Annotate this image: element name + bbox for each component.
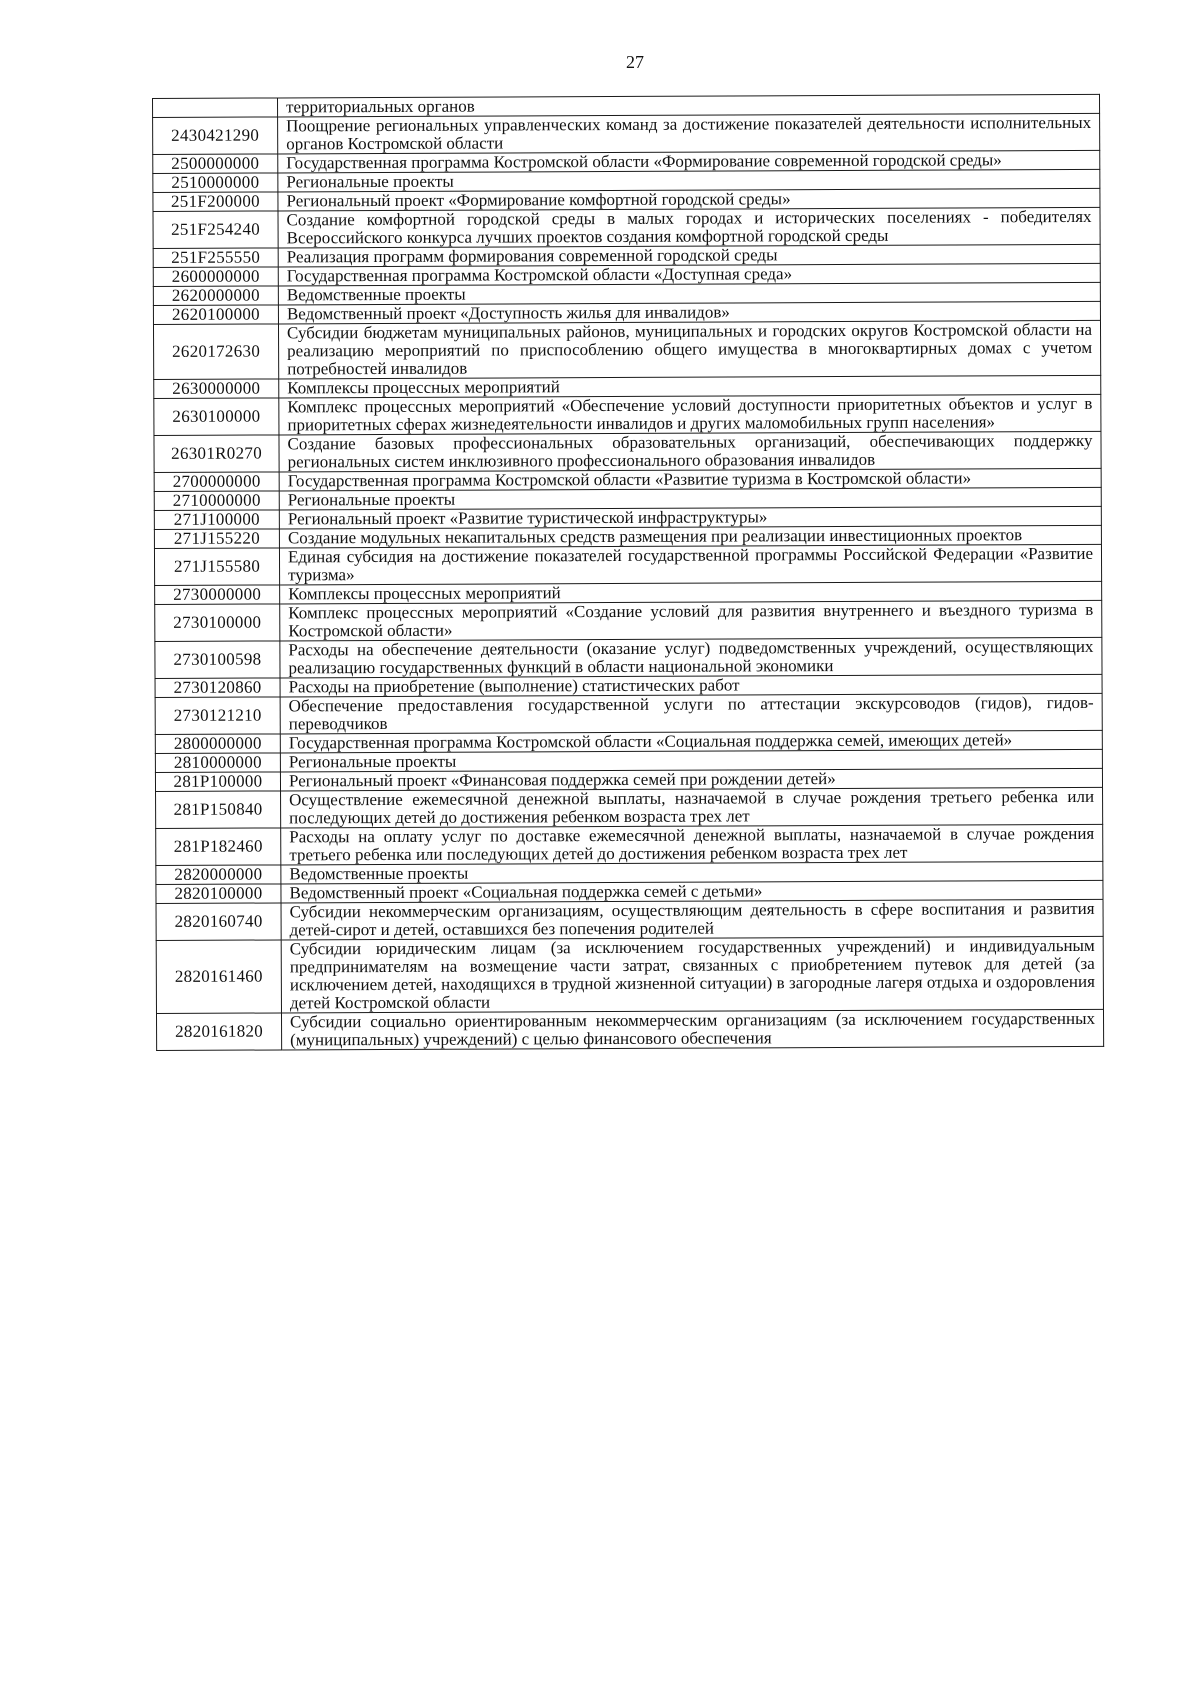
item-description: Поощрение региональных управленческих команд за достижение показателей деятельности исполнительных органов Костромской области <box>278 113 1100 154</box>
item-description: Реализация программ формирования современной городской среды <box>278 244 1100 267</box>
classification-code: 271J155220 <box>154 529 279 549</box>
classification-code: 2820100000 <box>156 884 281 904</box>
item-description: Расходы на приобретение (выполнение) статистических работ <box>280 674 1102 697</box>
classification-code: 2820000000 <box>156 865 281 885</box>
classification-code: 251F255550 <box>153 248 278 268</box>
classification-code: 2820160740 <box>156 903 281 941</box>
item-description: Комплекс процессных мероприятий «Обеспечение условий доступности приоритетных объектов и услуг в приоритетных сферах жизнедеятельности инвалидов и других маломобильных групп населения» <box>279 394 1101 435</box>
item-description: Региональные проекты <box>279 487 1101 510</box>
item-description: Региональный проект «Формирование комфортной городской среды» <box>278 188 1100 211</box>
classification-code: 2430421290 <box>153 117 278 155</box>
table-row <box>155 693 1102 734</box>
item-description: Государственная программа Костромской области «Социальная поддержка семей, имеющих детей» <box>280 730 1102 753</box>
table-row <box>156 899 1103 940</box>
item-description: Региональные проекты <box>280 749 1102 772</box>
classification-code: 2600000000 <box>153 267 278 287</box>
item-description: Региональный проект «Финансовая поддержка семей при рождении детей» <box>280 768 1102 791</box>
classification-code: 2730121210 <box>155 697 280 735</box>
table-row <box>154 394 1101 435</box>
item-description: Обеспечение предоставления государственной услуги по аттестации экскурсоводов (гидов), гидов-переводчиков <box>280 693 1102 734</box>
classification-code: 2620100000 <box>153 305 278 325</box>
table-row <box>153 113 1100 154</box>
classification-code: 2730000000 <box>155 585 280 605</box>
item-description: Создание базовых профессиональных образовательных организаций, обеспечивающих поддержку региональных систем инклюзивного профессионального образования инвалидов <box>279 431 1101 472</box>
classification-code: 26301R0270 <box>154 435 279 473</box>
classification-code: 2820161820 <box>156 1013 281 1051</box>
page-number: 27 <box>626 52 644 72</box>
table-row <box>153 207 1100 248</box>
classification-code: 271J100000 <box>154 510 279 530</box>
classification-code: 2730120860 <box>155 678 280 698</box>
classification-code <box>153 98 278 118</box>
classification-code: 281P150840 <box>156 791 281 829</box>
classification-code: 2730100598 <box>155 641 280 679</box>
item-description: Создание модульных некапитальных средств размещения при реализации инвестиционных проектов <box>279 525 1101 548</box>
table-row <box>156 1009 1103 1050</box>
budget-code-table <box>152 94 1104 1051</box>
classification-code: 2510000000 <box>153 173 278 193</box>
item-description: Государственная программа Костромской области «Доступная среда» <box>278 263 1100 286</box>
item-description: Государственная программа Костромской области «Формирование современной городской среды» <box>278 150 1100 173</box>
classification-code: 2710000000 <box>154 491 279 511</box>
table-row <box>156 936 1103 1013</box>
item-description: Ведомственные проекты <box>278 282 1100 305</box>
classification-code: 2730100000 <box>155 604 280 642</box>
item-description: Субсидии социально ориентированным некоммерческим организациям (за исключением государственных (муниципальных) учреждений) с целью финансового обеспечения <box>281 1009 1103 1050</box>
item-description: Субсидии некоммерческим организациям, осуществляющим деятельность в сфере воспитания и развития детей-сирот и детей, оставшихся без попечения родителей <box>281 899 1103 940</box>
classification-code: 2700000000 <box>154 472 279 492</box>
item-description: территориальных органов <box>278 94 1100 117</box>
classification-code: 2820161460 <box>156 940 281 1014</box>
table-row <box>153 320 1100 379</box>
classification-code: 281P182460 <box>156 828 281 866</box>
item-description: Расходы на оплату услуг по доставке ежемесячной денежной выплаты, назначаемой в случае рождения третьего ребенка или последующих детей до достижения ребенком возраста трех лет <box>281 824 1103 865</box>
item-description: Единая субсидия на достижение показателей государственной программы Российской Федерации «Развитие туризма» <box>279 544 1101 585</box>
classification-code: 2500000000 <box>153 154 278 174</box>
item-description: Региональные проекты <box>278 169 1100 192</box>
table-body <box>153 94 1104 1050</box>
table-row <box>154 544 1101 585</box>
item-description: Субсидии юридическим лицам (за исключением государственных учреждений) и индивидуальным предпринимателям на возмещение части затрат, связанных с приобретением путевок для детей (за исключением детей, находящихся в трудной жизненной ситуации) в загородные лагеря отдыха и оздоровления детей Костромской области <box>281 936 1103 1013</box>
classification-code: 2620172630 <box>153 324 278 380</box>
classification-code: 281P100000 <box>155 772 280 792</box>
item-description: Осуществление ежемесячной денежной выплаты, назначаемой в случае рождения третьего ребенка или последующих детей до достижения ребенком возраста трех лет <box>281 787 1103 828</box>
item-description: Субсидии бюджетам муниципальных районов, муниципальных и городских округов Костромской области на реализацию мероприятий по приспособлению общего имущества в многоквартирных домах с учетом потребностей инвалидов <box>278 320 1100 379</box>
classification-code: 271J155580 <box>154 548 279 586</box>
classification-code: 2630000000 <box>154 379 279 399</box>
classification-code: 2810000000 <box>155 753 280 773</box>
table-row <box>156 787 1103 828</box>
item-description: Расходы на обеспечение деятельности (оказание услуг) подведомственных учреждений, осуществляющих реализацию государственных функций в области национальной экономики <box>280 637 1102 678</box>
table-row <box>155 600 1102 641</box>
classification-code: 251F254240 <box>153 211 278 249</box>
item-description: Ведомственные проекты <box>281 861 1103 884</box>
classification-code: 2630100000 <box>154 398 279 436</box>
item-description: Ведомственный проект «Социальная поддержка семей с детьми» <box>281 880 1103 903</box>
item-description: Комплексы процессных мероприятий <box>280 581 1102 604</box>
item-description: Государственная программа Костромской области «Развитие туризма в Костромской области» <box>279 468 1101 491</box>
item-description: Комплекс процессных мероприятий «Создание условий для развития внутреннего и въездного туризма в Костромской области» <box>280 600 1102 641</box>
table-row <box>154 431 1101 472</box>
classification-code: 251F200000 <box>153 192 278 212</box>
item-description: Ведомственный проект «Доступность жилья для инвалидов» <box>278 301 1100 324</box>
item-description: Создание комфортной городской среды в малых городах и исторических поселениях - победителях Всероссийского конкурса лучших проектов создания комфортной городской среды <box>278 207 1100 248</box>
table-row <box>156 824 1103 865</box>
item-description: Региональный проект «Развитие туристической инфраструктуры» <box>279 506 1101 529</box>
table-row <box>155 637 1102 678</box>
classification-code: 2800000000 <box>155 734 280 754</box>
item-description: Комплексы процессных мероприятий <box>279 375 1101 398</box>
classification-code: 2620000000 <box>153 286 278 306</box>
